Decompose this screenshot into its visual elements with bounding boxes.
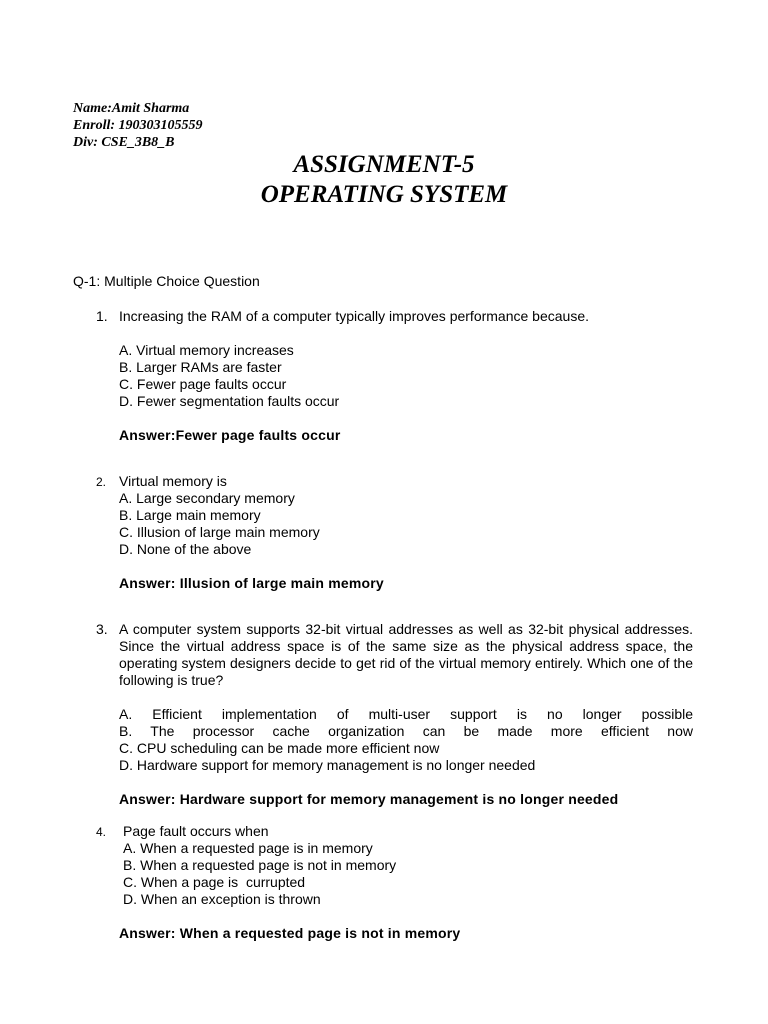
section-heading: Q-1: Multiple Choice Question bbox=[73, 273, 260, 289]
question-2 bbox=[96, 473, 693, 592]
option-d: D. When an exception is thrown bbox=[123, 891, 321, 907]
question-4 bbox=[96, 823, 693, 942]
title-line-1: ASSIGNMENT-5 bbox=[293, 151, 475, 178]
student-enroll: Enroll: 190303105559 bbox=[73, 118, 203, 133]
answer: Answer:Fewer page faults occur bbox=[119, 427, 341, 443]
option-c: C. When a page is currupted bbox=[123, 874, 306, 890]
option-a: A. When a requested page is in memory bbox=[123, 840, 373, 856]
question-stem: Virtual memory is bbox=[119, 473, 227, 489]
student-name: Name:Amit Sharma bbox=[73, 101, 190, 116]
option-d: D. Fewer segmentation faults occur bbox=[119, 393, 340, 409]
option-a: A. Virtual memory increases bbox=[119, 342, 294, 358]
answer: Answer: Illusion of large main memory bbox=[119, 575, 384, 591]
option-b: B. The processor cache organization can be made more efficient now bbox=[119, 723, 693, 739]
option-b: B. When a requested page is not in memory bbox=[123, 857, 397, 873]
question-1 bbox=[96, 308, 693, 444]
option-d: D. None of the above bbox=[119, 541, 252, 557]
student-div: Div: CSE_3B8_B bbox=[73, 135, 175, 150]
option-a: A. Efficient implementation of multi-user support is no longer possible bbox=[119, 706, 693, 722]
option-b: B. Larger RAMs are faster bbox=[119, 359, 282, 375]
answer: Answer: When a requested page is not in memory bbox=[119, 925, 461, 941]
question-number: 2. bbox=[96, 475, 107, 489]
question-number: 3. bbox=[96, 621, 108, 637]
document-title bbox=[0, 150, 768, 210]
question-stem: A computer system supports 32-bit virtual addresses as well as 32-bit physical addresses. Since the virtual address space is of the same size as the physical address space, the operating system designers decide to get rid of the virtual memory entirely. Which one of the following is true? bbox=[119, 621, 693, 688]
title-line-2: OPERATING SYSTEM bbox=[260, 181, 508, 208]
question-stem: Increasing the RAM of a computer typically improves performance because. bbox=[119, 308, 589, 324]
question-stem: Page fault occurs when bbox=[123, 823, 269, 839]
question-3 bbox=[96, 621, 693, 808]
student-info bbox=[73, 100, 203, 151]
option-c: C. Fewer page faults occur bbox=[119, 376, 287, 392]
question-number: 4. bbox=[96, 825, 107, 839]
question-number: 1. bbox=[96, 308, 108, 324]
option-c: C. CPU scheduling can be made more efficient now bbox=[119, 740, 440, 756]
option-c: C. Illusion of large main memory bbox=[119, 524, 320, 540]
option-d: D. Hardware support for memory management is no longer needed bbox=[119, 757, 536, 773]
option-b: B. Large main memory bbox=[119, 507, 261, 523]
answer: Answer: Hardware support for memory management is no longer needed bbox=[119, 791, 619, 807]
option-a: A. Large secondary memory bbox=[119, 490, 295, 506]
